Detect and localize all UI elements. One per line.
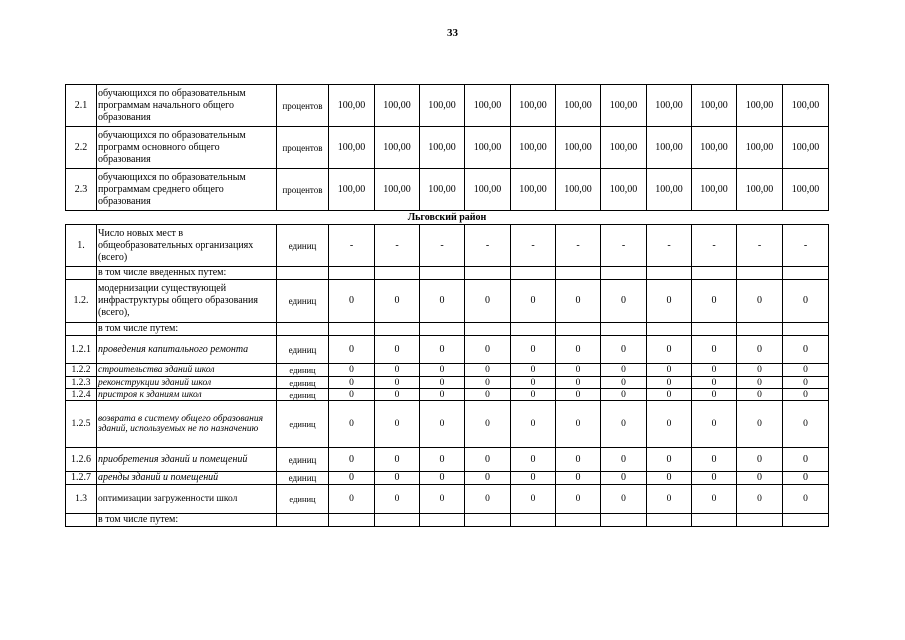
value-cell	[556, 514, 601, 527]
value-cell: 0	[647, 485, 692, 514]
value-cell: 0	[511, 336, 556, 364]
value-cell	[556, 267, 601, 280]
value-cell: 0	[329, 377, 375, 389]
value-cell: 0	[465, 377, 511, 389]
value-cell: 0	[329, 280, 375, 323]
row-unit: единиц	[277, 472, 329, 485]
value-cell	[556, 323, 601, 336]
value-cell	[601, 514, 647, 527]
value-cell: 100,00	[647, 169, 692, 211]
value-cell: 0	[329, 401, 375, 448]
value-cell	[737, 514, 783, 527]
value-cell: 0	[420, 280, 465, 323]
value-cell: 0	[601, 472, 647, 485]
value-cell: 0	[511, 401, 556, 448]
value-cell: 0	[601, 485, 647, 514]
row-unit: процентов	[277, 127, 329, 169]
value-cell: 0	[737, 472, 783, 485]
row-description: обучающихся по образовательным программам среднего общего образования	[97, 169, 277, 211]
value-cell: 0	[737, 485, 783, 514]
row-description: возврата в систему общего образования зданий, используемых не по назначению	[97, 401, 277, 448]
value-cell: 100,00	[737, 169, 783, 211]
row-description: Число новых мест в общеобразовательных организациях (всего)	[97, 225, 277, 267]
value-cell: 0	[420, 401, 465, 448]
value-cell: 100,00	[465, 127, 511, 169]
value-cell: 100,00	[692, 127, 737, 169]
row-number: 1.3	[66, 485, 97, 514]
row-description: оптимизации загруженности школ	[97, 485, 277, 514]
value-cell: 100,00	[647, 127, 692, 169]
value-cell: 0	[556, 364, 601, 377]
value-cell: 0	[601, 448, 647, 472]
section-row	[66, 211, 829, 225]
value-cell: 0	[465, 280, 511, 323]
value-cell: 0	[329, 448, 375, 472]
value-cell: -	[647, 225, 692, 267]
value-cell: 100,00	[375, 127, 420, 169]
value-cell: -	[375, 225, 420, 267]
value-cell: 100,00	[511, 85, 556, 127]
value-cell	[329, 514, 375, 527]
table-row	[66, 85, 829, 127]
row-number: 1.2.2	[66, 364, 97, 377]
value-cell	[375, 267, 420, 280]
value-cell: 0	[647, 336, 692, 364]
row-unit: единиц	[277, 401, 329, 448]
value-cell: 100,00	[737, 85, 783, 127]
value-cell: 100,00	[556, 169, 601, 211]
value-cell: 100,00	[556, 85, 601, 127]
value-cell: 0	[556, 472, 601, 485]
row-description: проведения капитального ремонта	[97, 336, 277, 364]
row-number	[66, 323, 97, 336]
row-unit: единиц	[277, 377, 329, 389]
row-description: обучающихся по образовательным программ основного общего образования	[97, 127, 277, 169]
value-cell: 0	[465, 336, 511, 364]
value-cell: 0	[329, 472, 375, 485]
value-cell	[601, 323, 647, 336]
value-cell: 0	[783, 485, 829, 514]
row-unit: процентов	[277, 85, 329, 127]
table-row	[66, 514, 829, 527]
value-cell	[783, 323, 829, 336]
value-cell	[692, 267, 737, 280]
value-cell: 0	[420, 485, 465, 514]
value-cell: 0	[601, 280, 647, 323]
value-cell: 0	[375, 485, 420, 514]
value-cell: 100,00	[420, 85, 465, 127]
value-cell	[420, 514, 465, 527]
row-number: 1.2.3	[66, 377, 97, 389]
value-cell: 0	[511, 389, 556, 401]
value-cell: 0	[647, 280, 692, 323]
value-cell: 0	[647, 377, 692, 389]
row-number: 1.2.4	[66, 389, 97, 401]
value-cell: 0	[420, 377, 465, 389]
value-cell: 0	[511, 485, 556, 514]
value-cell: 0	[511, 364, 556, 377]
value-cell: -	[511, 225, 556, 267]
row-unit: единиц	[277, 280, 329, 323]
value-cell: 0	[420, 336, 465, 364]
value-cell: 0	[783, 389, 829, 401]
value-cell: 0	[737, 364, 783, 377]
value-cell: 0	[692, 389, 737, 401]
row-number: 2.2	[66, 127, 97, 169]
value-cell: 0	[647, 364, 692, 377]
table-row	[66, 225, 829, 267]
value-cell: 0	[601, 336, 647, 364]
page-number: 33	[447, 27, 458, 39]
value-cell	[601, 267, 647, 280]
value-cell: 0	[601, 401, 647, 448]
value-cell: 0	[420, 364, 465, 377]
value-cell: -	[556, 225, 601, 267]
value-cell	[329, 267, 375, 280]
value-cell	[647, 267, 692, 280]
value-cell: 100,00	[465, 169, 511, 211]
value-cell: -	[465, 225, 511, 267]
value-cell: 100,00	[329, 85, 375, 127]
value-cell: 0	[375, 336, 420, 364]
row-description: строительства зданий школ	[97, 364, 277, 377]
row-number: 1.	[66, 225, 97, 267]
value-cell: 100,00	[647, 85, 692, 127]
row-number	[66, 267, 97, 280]
table-row	[66, 364, 829, 377]
value-cell: 100,00	[465, 85, 511, 127]
value-cell: 0	[465, 448, 511, 472]
value-cell: 0	[783, 472, 829, 485]
row-unit: единиц	[277, 448, 329, 472]
value-cell: 0	[465, 389, 511, 401]
row-number	[66, 514, 97, 527]
value-cell: -	[783, 225, 829, 267]
row-number: 1.2.7	[66, 472, 97, 485]
value-cell: 0	[601, 364, 647, 377]
value-cell: -	[420, 225, 465, 267]
row-unit: единиц	[277, 336, 329, 364]
table-row	[66, 267, 829, 280]
value-cell: 0	[375, 280, 420, 323]
row-description: аренды зданий и помещений	[97, 472, 277, 485]
table-row	[66, 169, 829, 211]
value-cell: 100,00	[601, 127, 647, 169]
value-cell: 0	[420, 448, 465, 472]
row-description: в том числе путем:	[97, 514, 277, 527]
value-cell: -	[692, 225, 737, 267]
row-description: модернизации существующей инфраструктуры общего образования (всего),	[97, 280, 277, 323]
value-cell: -	[329, 225, 375, 267]
value-cell: 0	[375, 389, 420, 401]
value-cell: 0	[556, 377, 601, 389]
section-title: Льговский район	[66, 211, 829, 225]
value-cell: 100,00	[511, 127, 556, 169]
value-cell	[647, 514, 692, 527]
row-number: 1.2.1	[66, 336, 97, 364]
value-cell: 0	[511, 377, 556, 389]
value-cell: 100,00	[783, 127, 829, 169]
value-cell: 0	[556, 280, 601, 323]
value-cell	[375, 514, 420, 527]
value-cell: 0	[692, 448, 737, 472]
value-cell: 0	[556, 485, 601, 514]
row-number: 2.3	[66, 169, 97, 211]
value-cell: 0	[783, 280, 829, 323]
value-cell	[465, 514, 511, 527]
value-cell: 100,00	[375, 85, 420, 127]
table-row	[66, 377, 829, 389]
value-cell: 0	[737, 448, 783, 472]
value-cell: -	[601, 225, 647, 267]
row-number: 1.2.6	[66, 448, 97, 472]
value-cell: 100,00	[329, 169, 375, 211]
value-cell: 0	[375, 401, 420, 448]
value-cell	[465, 267, 511, 280]
value-cell	[420, 323, 465, 336]
row-unit	[277, 323, 329, 336]
value-cell: 0	[420, 389, 465, 401]
value-cell: 100,00	[692, 169, 737, 211]
value-cell: 0	[556, 448, 601, 472]
value-cell: 100,00	[737, 127, 783, 169]
value-cell: 0	[692, 472, 737, 485]
value-cell	[511, 514, 556, 527]
value-cell: 0	[375, 377, 420, 389]
value-cell	[692, 323, 737, 336]
indicators-table	[65, 84, 829, 527]
row-number: 1.2.5	[66, 401, 97, 448]
table-row	[66, 336, 829, 364]
value-cell: 0	[375, 472, 420, 485]
value-cell: 0	[692, 336, 737, 364]
row-unit: единиц	[277, 225, 329, 267]
value-cell: 0	[511, 448, 556, 472]
value-cell	[511, 267, 556, 280]
row-unit: единиц	[277, 485, 329, 514]
row-description: пристроя к зданиям школ	[97, 389, 277, 401]
value-cell	[375, 323, 420, 336]
row-unit: единиц	[277, 364, 329, 377]
row-description: реконструкции зданий школ	[97, 377, 277, 389]
table-row	[66, 280, 829, 323]
row-number: 2.1	[66, 85, 97, 127]
value-cell	[511, 323, 556, 336]
value-cell: 0	[692, 364, 737, 377]
row-description: в том числе путем:	[97, 323, 277, 336]
value-cell: 100,00	[556, 127, 601, 169]
value-cell: 0	[556, 389, 601, 401]
row-description: обучающихся по образовательным программам начального общего образования	[97, 85, 277, 127]
value-cell: 0	[601, 377, 647, 389]
value-cell: 0	[692, 401, 737, 448]
value-cell: 0	[465, 401, 511, 448]
value-cell: 0	[737, 336, 783, 364]
value-cell: 0	[647, 472, 692, 485]
row-description: в том числе введенных путем:	[97, 267, 277, 280]
value-cell: 0	[601, 389, 647, 401]
value-cell: 100,00	[420, 127, 465, 169]
value-cell: 0	[465, 472, 511, 485]
value-cell: 0	[692, 485, 737, 514]
value-cell: 100,00	[511, 169, 556, 211]
value-cell: 0	[556, 336, 601, 364]
value-cell: 100,00	[601, 85, 647, 127]
value-cell	[737, 323, 783, 336]
row-unit: единиц	[277, 389, 329, 401]
row-unit	[277, 514, 329, 527]
value-cell	[692, 514, 737, 527]
row-number: 1.2.	[66, 280, 97, 323]
value-cell: 0	[420, 472, 465, 485]
value-cell: 0	[465, 364, 511, 377]
value-cell	[420, 267, 465, 280]
value-cell	[465, 323, 511, 336]
value-cell: 100,00	[375, 169, 420, 211]
value-cell: 0	[647, 389, 692, 401]
value-cell: 0	[465, 485, 511, 514]
value-cell: 0	[647, 448, 692, 472]
value-cell: 0	[375, 448, 420, 472]
value-cell: 0	[783, 364, 829, 377]
value-cell: 0	[692, 377, 737, 389]
value-cell: 0	[737, 280, 783, 323]
value-cell: 100,00	[329, 127, 375, 169]
value-cell: 100,00	[692, 85, 737, 127]
value-cell: 0	[737, 401, 783, 448]
value-cell: -	[737, 225, 783, 267]
value-cell: 100,00	[783, 169, 829, 211]
value-cell: 0	[783, 401, 829, 448]
value-cell: 0	[329, 485, 375, 514]
row-unit	[277, 267, 329, 280]
table-row	[66, 323, 829, 336]
value-cell: 0	[783, 336, 829, 364]
value-cell: 0	[783, 448, 829, 472]
value-cell: 100,00	[601, 169, 647, 211]
row-unit: процентов	[277, 169, 329, 211]
value-cell: 0	[737, 389, 783, 401]
value-cell: 100,00	[420, 169, 465, 211]
table-row	[66, 401, 829, 448]
value-cell: 0	[511, 472, 556, 485]
value-cell: 100,00	[783, 85, 829, 127]
row-description: приобретения зданий и помещений	[97, 448, 277, 472]
value-cell: 0	[329, 336, 375, 364]
value-cell	[329, 323, 375, 336]
table-row	[66, 389, 829, 401]
value-cell: 0	[647, 401, 692, 448]
value-cell: 0	[556, 401, 601, 448]
value-cell: 0	[737, 377, 783, 389]
table-row	[66, 485, 829, 514]
value-cell: 0	[375, 364, 420, 377]
value-cell	[783, 267, 829, 280]
value-cell: 0	[329, 389, 375, 401]
table-row	[66, 127, 829, 169]
value-cell: 0	[783, 377, 829, 389]
table-row	[66, 472, 829, 485]
value-cell: 0	[692, 280, 737, 323]
value-cell	[647, 323, 692, 336]
value-cell: 0	[329, 364, 375, 377]
table-row	[66, 448, 829, 472]
value-cell	[783, 514, 829, 527]
value-cell	[737, 267, 783, 280]
value-cell: 0	[511, 280, 556, 323]
